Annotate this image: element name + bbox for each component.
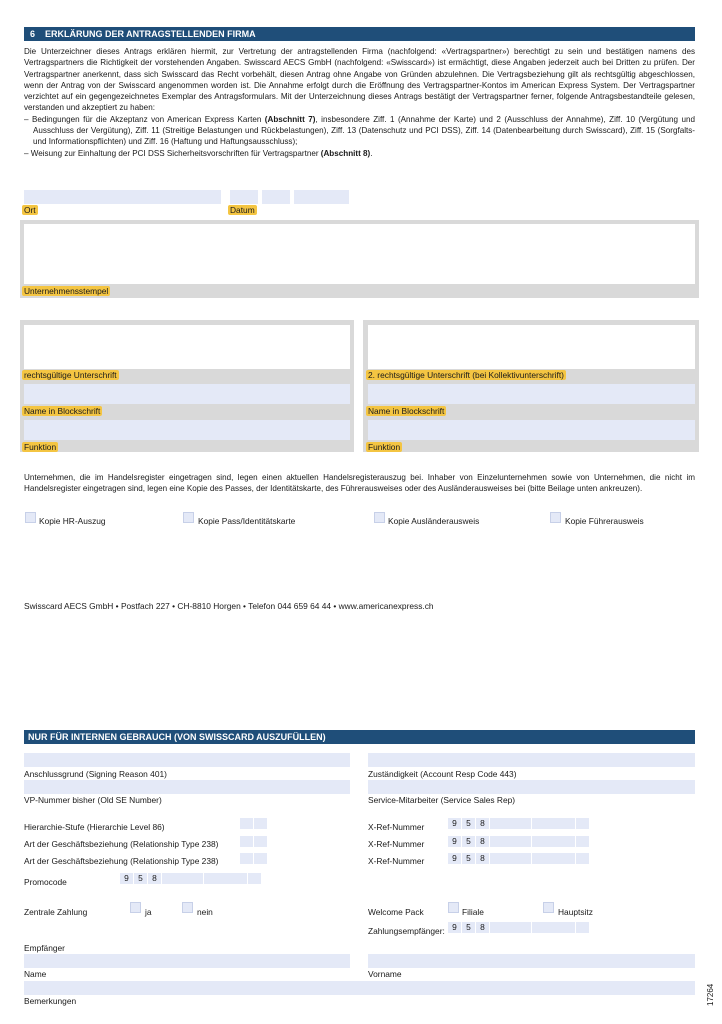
art-geschaeftsbeziehung-2-label: Art der Geschäftsbeziehung (Relationship Type 238) bbox=[24, 856, 219, 866]
signature-2-label: 2. rechtsgültige Unterschrift (bei Kollektivunterschrift) bbox=[368, 370, 564, 380]
art-geschaeftsbeziehung-2-input[interactable] bbox=[240, 853, 268, 864]
internal-header: NUR FÜR INTERNEN GEBRAUCH (VON SWISSCARD AUSZUFÜLLEN) bbox=[24, 730, 695, 744]
signature-1-area[interactable] bbox=[24, 325, 350, 369]
welcome-pack-filiale-checkbox[interactable] bbox=[448, 902, 459, 913]
checkbox-auslaenderausweis-label: Kopie Ausländerausweis bbox=[388, 516, 480, 526]
datum-day-input[interactable] bbox=[230, 190, 258, 204]
checkbox-pass-label: Kopie Pass/Identitätskarte bbox=[198, 516, 296, 526]
xref-3-input[interactable]: 9 5 8 bbox=[448, 853, 590, 864]
zustaendigkeit-label: Zuständigkeit (Account Resp Code 443) bbox=[368, 769, 517, 779]
datum-year-input[interactable] bbox=[294, 190, 349, 204]
zahlungsempfaenger-label: Zahlungsempfänger: bbox=[368, 926, 445, 936]
xref-2-input[interactable]: 9 5 8 bbox=[448, 836, 590, 847]
empfaenger-label: Empfänger bbox=[24, 943, 65, 953]
company-address: Swisscard AECS GmbH • Postfach 227 • CH-8810 Horgen • Telefon 044 659 64 44 • www.americanexpress.ch bbox=[24, 601, 434, 611]
datum-label: Datum bbox=[230, 205, 255, 215]
empfaenger-name-label: Name bbox=[24, 969, 47, 979]
xref-3-label: X-Ref-Nummer bbox=[368, 856, 425, 866]
service-mitarbeiter-label: Service-Mitarbeiter (Service Sales Rep) bbox=[368, 795, 516, 805]
anschlussgrund-label: Anschlussgrund (Signing Reason 401) bbox=[24, 769, 167, 779]
signature-1-function-label: Funktion bbox=[24, 442, 57, 452]
declaration-text bbox=[24, 46, 695, 159]
signature-1-label: rechtsgültige Unterschrift bbox=[24, 370, 117, 380]
empfaenger-vorname-input[interactable] bbox=[368, 954, 695, 968]
xref-1-input[interactable]: 9 5 8 bbox=[448, 818, 590, 829]
register-note: Unternehmen, die im Handelsregister eingetragen sind, legen einen aktuellen Handelsregisterauszug bei. Inhaber von Einzelunternehmen sowie von Unternehmen, die nicht im Handelsregister eingetragen sind, legen eine Kopie des Passes, der Identitätskarte, des Führerausweises oder des Ausländerausweises bei (bitte Beilage unten ankreuzen). bbox=[24, 473, 695, 494]
art-geschaeftsbeziehung-1-input[interactable] bbox=[240, 836, 268, 847]
xref-2-label: X-Ref-Nummer bbox=[368, 839, 425, 849]
section-title: ERKLÄRUNG DER ANTRAGSTELLENDEN FIRMA bbox=[45, 29, 256, 39]
stamp-area[interactable] bbox=[24, 224, 695, 284]
signature-1-name-label: Name in Blockschrift bbox=[24, 406, 101, 416]
vp-nummer-input[interactable] bbox=[24, 780, 350, 794]
welcome-pack-hauptsitz-label: Hauptsitz bbox=[558, 907, 593, 917]
signature-2-function-input[interactable] bbox=[368, 420, 695, 440]
zentrale-zahlung-ja-label: ja bbox=[145, 907, 152, 917]
empfaenger-name-input[interactable] bbox=[24, 954, 350, 968]
vp-nummer-label: VP-Nummer bisher (Old SE Number) bbox=[24, 795, 162, 805]
checkbox-auslaenderausweis[interactable] bbox=[374, 512, 385, 523]
form-id: 17264 bbox=[706, 983, 715, 1006]
welcome-pack-label: Welcome Pack bbox=[368, 907, 424, 917]
signature-1-name-input[interactable] bbox=[24, 384, 350, 404]
checkbox-hr-auszug-label: Kopie HR-Auszug bbox=[39, 516, 106, 526]
zahlungsempfaenger-input[interactable]: 9 5 8 bbox=[448, 922, 590, 933]
promocode-input[interactable]: 9 5 8 bbox=[120, 873, 262, 884]
bemerkungen-label: Bemerkungen bbox=[24, 996, 77, 1006]
welcome-pack-filiale-label: Filiale bbox=[462, 907, 484, 917]
signature-2-name-label: Name in Blockschrift bbox=[368, 406, 445, 416]
ort-input[interactable] bbox=[24, 190, 221, 204]
zentrale-zahlung-label: Zentrale Zahlung bbox=[24, 907, 88, 917]
empfaenger-vorname-label: Vorname bbox=[368, 969, 402, 979]
zentrale-zahlung-nein-label: nein bbox=[197, 907, 213, 917]
signature-2-function-label: Funktion bbox=[368, 442, 401, 452]
section-6-header bbox=[24, 27, 695, 41]
anschlussgrund-input[interactable] bbox=[24, 753, 350, 767]
section-number: 6 bbox=[30, 29, 36, 39]
declaration-bullet-2: – Weisung zur Einhaltung der PCI DSS Sicherheitsvorschriften für Vertragspartner (Abschnitt 8). bbox=[24, 148, 373, 158]
declaration-paragraph: Die Unterzeichner dieses Antrags erklären hiermit, zur Vertretung der antragstellenden Firma (nachfolgend: «Vertragspartner») berechtigt zu sein und bestätigen namens des Vertragspartners die Richtigkeit der vorstehenden Angaben. Swisscard AECS GmbH (nachfolgend: «Swisscard») ist ermächtigt, diese Angaben jederzeit auch bei Dritten zu prüfen. Der Vertragspartner anerkennt, dass sich Swisscard das Recht vorbehält, diesen Antrag ohne Angabe von Gründen abzulehnen. Die Vertragsbeziehung gilt als rechtsgültig abgeschlossen, wenn der Antrag von der Swisscard angenommen worden ist. Die Annahme erfolgt durch die Eröffnung des Vertragspartner-Kontos im American Express System. Der Vertragspartner verzichtet auf ein gegengezeichnetes Exemplar des Antragsformulars. Mit der Unterzeichnung dieses Antrags bestätigt der Vertragspartner ferner, folgende Antragsbestandteile gelesen, verstanden und akzeptiert zu haben: bbox=[24, 47, 695, 113]
signature-2-name-input[interactable] bbox=[368, 384, 695, 404]
welcome-pack-hauptsitz-checkbox[interactable] bbox=[543, 902, 554, 913]
signature-1-function-input[interactable] bbox=[24, 420, 350, 440]
declaration-bullet-1: – Bedingungen für die Akzeptanz von American Express Karten (Abschnitt 7), insbesondere Ziff. 1 (Annahme der Karte) und 2 (Ausschluss der Annahme), Ziff. 10 (Vergütung und Ausschluss der Vergütung), Ziff. 11 (Streitige Belastungen und Rückbelastungen), Ziff. 13 (Datenschutz und PCI DSS), Ziff. 14 (Datenbearbeitung durch Swisscard), Ziff. 15 (Sorgfalts- und Informationspflichten) und Ziff. 16 (Haftung und Haftungsausschluss); bbox=[24, 114, 695, 147]
bemerkungen-input[interactable] bbox=[24, 981, 695, 995]
service-mitarbeiter-input[interactable] bbox=[368, 780, 695, 794]
zentrale-zahlung-nein-checkbox[interactable] bbox=[182, 902, 193, 913]
zustaendigkeit-input[interactable] bbox=[368, 753, 695, 767]
stamp-label: Unternehmensstempel bbox=[24, 286, 109, 296]
ort-label: Ort bbox=[24, 205, 36, 215]
art-geschaeftsbeziehung-1-label: Art der Geschäftsbeziehung (Relationship Type 238) bbox=[24, 839, 219, 849]
xref-1-label: X-Ref-Nummer bbox=[368, 822, 425, 832]
checkbox-hr-auszug[interactable] bbox=[25, 512, 36, 523]
checkbox-fuehrerausweis-label: Kopie Führerausweis bbox=[565, 516, 644, 526]
promocode-label: Promocode bbox=[24, 877, 67, 887]
checkbox-pass[interactable] bbox=[183, 512, 194, 523]
zentrale-zahlung-ja-checkbox[interactable] bbox=[130, 902, 141, 913]
signature-2-area[interactable] bbox=[368, 325, 695, 369]
checkbox-fuehrerausweis[interactable] bbox=[550, 512, 561, 523]
hierarchie-label: Hierarchie-Stufe (Hierarchie Level 86) bbox=[24, 822, 165, 832]
hierarchie-input[interactable] bbox=[240, 818, 268, 829]
datum-month-input[interactable] bbox=[262, 190, 290, 204]
